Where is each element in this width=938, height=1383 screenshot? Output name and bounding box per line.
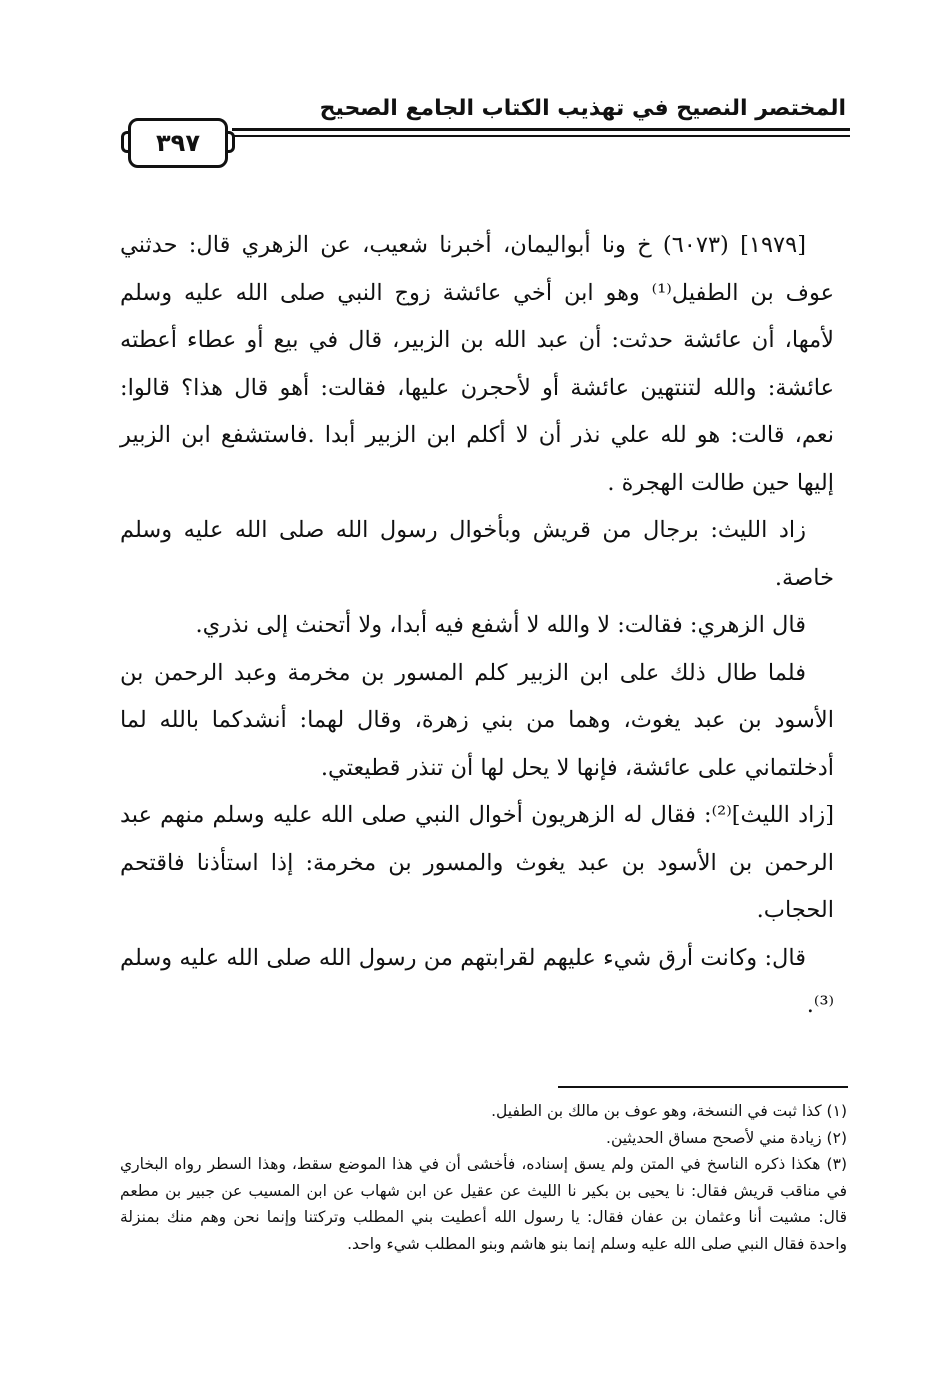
paragraph-ibn-zubayr: فلما طال ذلك على ابن الزبير كلم المسور بن مخرمة وعبد الرحمن بن الأسود بن عبد يغوث، وهما من بني زهرة، وقال لهما: أنشدكما بالله لما أدخلتماني على عائشة، فإنها لا يحل لها أن تنذر قطيعتي. [120,659,834,781]
paragraph-zuhri: قال الزهري: فقالت: لا والله لا أشفع فيه أبدا، ولا أتحنث إلى نذري. [195,612,806,638]
footnotes [120,1098,847,1257]
paragraph-addition-layth: زاد الليث: برجال من قريش وبأخوال رسول الله صلى الله عليه وسلم خاصة. [120,517,834,591]
footnote-3: (٣) هكذا ذكره الناسخ في المتن ولم يسق إسناده، فأخشى أن في هذا الموضع سقط، وهذا السطر رواه البخاري في مناقب قريش فقال: نا يحيى بن بكير نا الليث عن عقيل عن ابن شهاب عن ابن المسيب عن جبير بن مطعم قال: مشيت أنا وعثمان بن عفان فقال: يا رسول الله أعطيت بني المطلب وتركتنا وإنما نحن وهم منك بمنزلة واحدة فقال النبي صلى الله عليه وسلم إنما بنو هاشم وبنو المطلب شيء واحد. [120,1155,847,1253]
header-rule-secondary [232,135,850,137]
footnote-2: (٢) زيادة مني لأصحح مساق الحديثين. [606,1128,847,1147]
running-title: المختصر النصيح في تهذيب الكتاب الجامع الصحيح [319,96,846,121]
paragraph-addition-layth-2: [زاد الليث]⁽²⁾: فقال له الزهريون أخوال النبي صلى الله عليه وسلم منهم عبد الرحمن بن الأسود بن عبد يغوث والمسور بن مخرمة: إذا استأذنا فاقتحم الحجاب. [120,802,835,923]
footnote-separator [558,1086,848,1088]
main-text [120,222,834,1030]
page-number: ٣٩٧ [128,118,228,168]
paragraph-closing: قال: وكانت أرق شيء عليهم لقرابتهم من رسول الله صلى الله عليه وسلم ⁽³⁾. [120,944,834,1018]
footnote-1: (١) كذا ثبت في النسخة، وهو عوف بن مالك بن الطفيل. [491,1102,847,1120]
paragraph-hadith: [١٩٧٩] (٦٠٧٣) خ ونا أبواليمان، أخبرنا شعيب، عن الزهري قال: حدثني عوف بن الطفيل⁽¹⁾ وهو ابن أخي عائشة زوج النبي صلى الله عليه وسلم لأمها، أن عائشة حدثت: أن عبد الله بن الزبير، قال في بيع أو عطاء أعطته عائشة: والله لتنتهين عائشة أو لأحجرن عليها، فقالت: أهو قال هذا؟ قالوا: نعم، قالت: هو لله علي نذر أن لا أكلم ابن الزبير أبدا .فاستشفع ابن الزبير إليها حين طالت الهجرة . [120,232,834,496]
header-rule [232,128,850,131]
